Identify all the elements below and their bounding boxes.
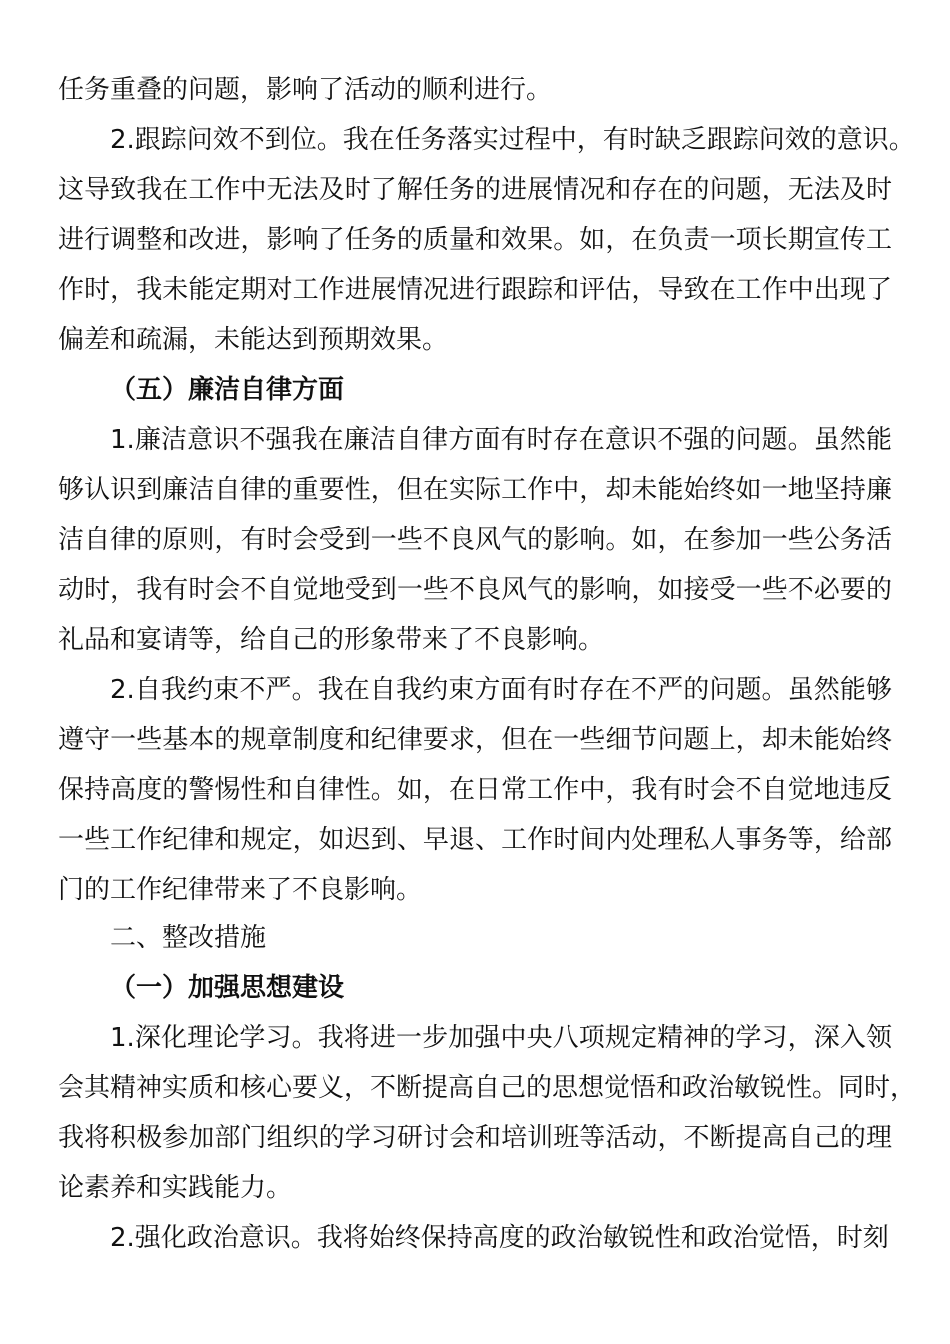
section-heading-ideology: （一）加强思想建设: [110, 973, 345, 1003]
paragraph-line: 礼品和宴请等，给自己的形象带来了不良影响。: [58, 625, 605, 655]
paragraph-line: 作时，我未能定期对工作进展情况进行跟踪和评估，导致在工作中出现了: [58, 275, 892, 305]
paragraph-line: 遵守一些基本的规章制度和纪律要求，但在一些细节问题上，却未能始终: [58, 725, 892, 755]
paragraph-line: 偏差和疏漏，未能达到预期效果。: [58, 325, 449, 355]
paragraph-line: 这导致我在工作中无法及时了解任务的进展情况和存在的问题，无法及时: [58, 175, 892, 205]
paragraph-line: 2.跟踪问效不到位。我在任务落实过程中，有时缺乏跟踪问效的意识。: [110, 125, 915, 155]
section-title-rectification: 二、整改措施: [110, 923, 267, 953]
paragraph-line: 会其精神实质和核心要义，不断提高自己的思想觉悟和政治敏锐性。同时，: [58, 1073, 917, 1103]
paragraph-line: 门的工作纪律带来了不良影响。: [58, 875, 423, 905]
paragraph-line: 1.深化理论学习。我将进一步加强中央八项规定精神的学习，深入领: [110, 1023, 892, 1053]
paragraph-line: 2.强化政治意识。我将始终保持高度的政治敏锐性和政治觉悟，时刻: [110, 1223, 889, 1253]
paragraph-line: 洁自律的原则，有时会受到一些不良风气的影响。如，在参加一些公务活: [58, 525, 892, 555]
paragraph-line: 论素养和实践能力。: [58, 1173, 293, 1203]
paragraph-line: 动时，我有时会不自觉地受到一些不良风气的影响，如接受一些不必要的: [58, 575, 892, 605]
paragraph-line: 够认识到廉洁自律的重要性，但在实际工作中，却未能始终如一地坚持廉: [58, 475, 892, 505]
paragraph-line: 任务重叠的问题，影响了活动的顺利进行。: [58, 75, 553, 105]
paragraph-line: 一些工作纪律和规定，如迟到、早退、工作时间内处理私人事务等，给部: [58, 825, 892, 855]
paragraph-line: 2.自我约束不严。我在自我约束方面有时存在不严的问题。虽然能够: [110, 675, 892, 705]
paragraph-line: 保持高度的警惕性和自律性。如，在日常工作中，我有时会不自觉地违反: [58, 775, 892, 805]
paragraph-line: 我将积极参加部门组织的学习研讨会和培训班等活动，不断提高自己的理: [58, 1123, 892, 1153]
section-heading-integrity: （五）廉洁自律方面: [110, 375, 345, 405]
paragraph-line: 进行调整和改进，影响了任务的质量和效果。如，在负责一项长期宣传工: [58, 225, 892, 255]
paragraph-line: 1.廉洁意识不强我在廉洁自律方面有时存在意识不强的问题。虽然能: [110, 425, 892, 455]
